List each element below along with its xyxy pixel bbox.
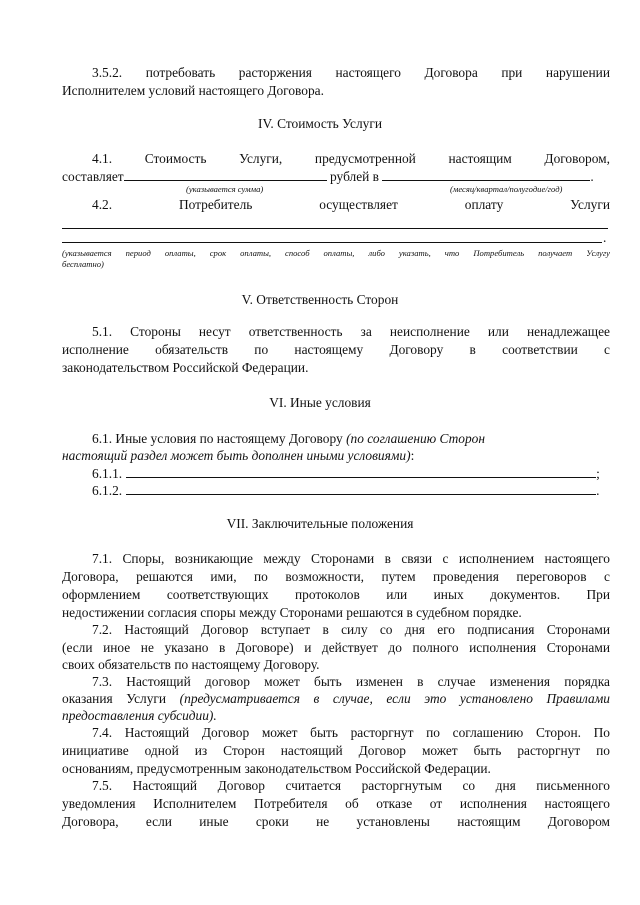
period-blank[interactable] [382, 167, 590, 181]
clause-7-3-line-2 [62, 690, 610, 707]
clause-4-1-text-a: составляет [62, 169, 124, 184]
clause-6-1-2-number: 6.1.2. [92, 483, 123, 498]
condition-blank-2[interactable] [126, 481, 596, 495]
clause-6-1-1 [62, 464, 610, 482]
hint-payment-line-1: (указывается период оплаты, срок оплаты, способ оплаты, либо указать, что Потребитель получает Услугу [62, 248, 610, 258]
section-4-heading: IV. Стоимость Услуги [258, 116, 382, 131]
clause-6-1-text: 6.1. Иные условия по настоящему Договору [92, 431, 347, 446]
clause-4-1-line-2 [62, 167, 610, 185]
clause-6-1-line-1 [62, 430, 610, 447]
hint-payment-line-2: бесплатно) [62, 259, 104, 269]
clause-7-5-line-3: Договора, если иные сроки не установлены настоящим Договором [62, 814, 610, 829]
clause-4-1-line-1: 4.1. Стоимость Услуги, предусмотренной настоящим Договором, [92, 151, 610, 166]
payment-blank-line-2[interactable] [62, 242, 602, 243]
clause-7-3-text: оказания Услуги [62, 691, 180, 706]
clause-6-1-1-number: 6.1.1. [92, 466, 123, 481]
clause-7-2-line-1: 7.2. Настоящий Договор вступает в силу со дня его подписания Сторонами [92, 622, 610, 637]
clause-4-2-line-1: 4.2. Потребитель осуществляет оплату Услуги [92, 197, 610, 212]
section-5-heading: V. Ответственность Сторон [241, 292, 399, 307]
clause-6-1-colon: : [410, 448, 415, 463]
clause-7-2-line-3: своих обязательств по настоящему Договору. [62, 657, 320, 672]
hint-period: (месяц/квартал/полугодие/год) [450, 184, 563, 194]
clause-7-2-line-2: (если иное не указано в Договоре) и действует до полного исполнения Сторонами [62, 640, 610, 655]
clause-7-1-line-3: оформлением соответствующих протоколов или иных документов. При [62, 587, 610, 602]
clause-3-5-2-line-2: Исполнителем условий настоящего Договора. [62, 83, 324, 98]
amount-blank[interactable] [124, 167, 327, 181]
clause-7-4-line-1: 7.4. Настоящий Договор может быть расторгнут по соглашению Сторон. По [92, 725, 610, 740]
clause-5-1-line-3: законодательством Российской Федерации. [62, 360, 309, 375]
section-7-heading: VII. Заключительные положения [226, 516, 414, 531]
hint-amount: (указывается сумма) [186, 184, 264, 194]
section-6-heading: VI. Иные условия [269, 395, 371, 410]
clause-7-1-line-1: 7.1. Споры, возникающие между Сторонами в связи с исполнением настоящего [92, 551, 610, 566]
condition-blank-1[interactable] [126, 464, 596, 478]
clause-7-4-line-2: инициативе одной из Сторон настоящий Договор может быть расторгнут по [62, 743, 610, 758]
payment-blank-line-1[interactable] [62, 228, 608, 229]
clause-7-3-line-3: предоставления субсидии). [62, 708, 217, 723]
clause-7-1-line-2: Договора, решаются ими, по возможности, путем проведения переговоров с [62, 569, 610, 584]
clause-5-1-line-1: 5.1. Стороны несут ответственность за неисполнение или ненадлежащее [92, 324, 610, 339]
clause-7-3-line-1: 7.3. Настоящий договор может быть изменен в случае изменения порядка [92, 674, 610, 689]
clause-4-2-end: . [603, 230, 607, 245]
clause-4-1-text-b: рублей в [330, 169, 380, 184]
clause-6-1-2-end: . [596, 483, 600, 498]
clause-6-1-1-end: ; [596, 466, 600, 481]
clause-7-5-line-2: уведомления Исполнителем Потребителя об отказе от исполнения настоящего [62, 796, 610, 811]
clause-5-1-line-2: исполнение обязательств по настоящему Договору в соответствии с [62, 342, 610, 357]
clause-6-1-2 [62, 481, 610, 499]
clause-7-5-line-1: 7.5. Настоящий Договор считается расторгнутым со дня письменного [92, 778, 610, 793]
clause-3-5-2-line-1: 3.5.2. потребовать расторжения настоящего Договора при нарушении [92, 65, 610, 80]
clause-7-3-italic-a: (предусматривается в случае, если это установлено Правилами [179, 691, 610, 706]
clause-6-1-line-2 [62, 447, 610, 464]
clause-6-1-italic-b: настоящий раздел может быть дополнен иными условиями) [62, 448, 411, 463]
clause-7-4-line-3: основаниям, предусмотренным законодательством Российской Федерации. [62, 761, 491, 776]
clause-4-1-end: . [590, 169, 594, 184]
clause-7-1-line-4: недостижении согласия споры между Сторонами решаются в судебном порядке. [62, 605, 522, 620]
clause-6-1-italic-a: (по соглашению Сторон [346, 431, 486, 446]
